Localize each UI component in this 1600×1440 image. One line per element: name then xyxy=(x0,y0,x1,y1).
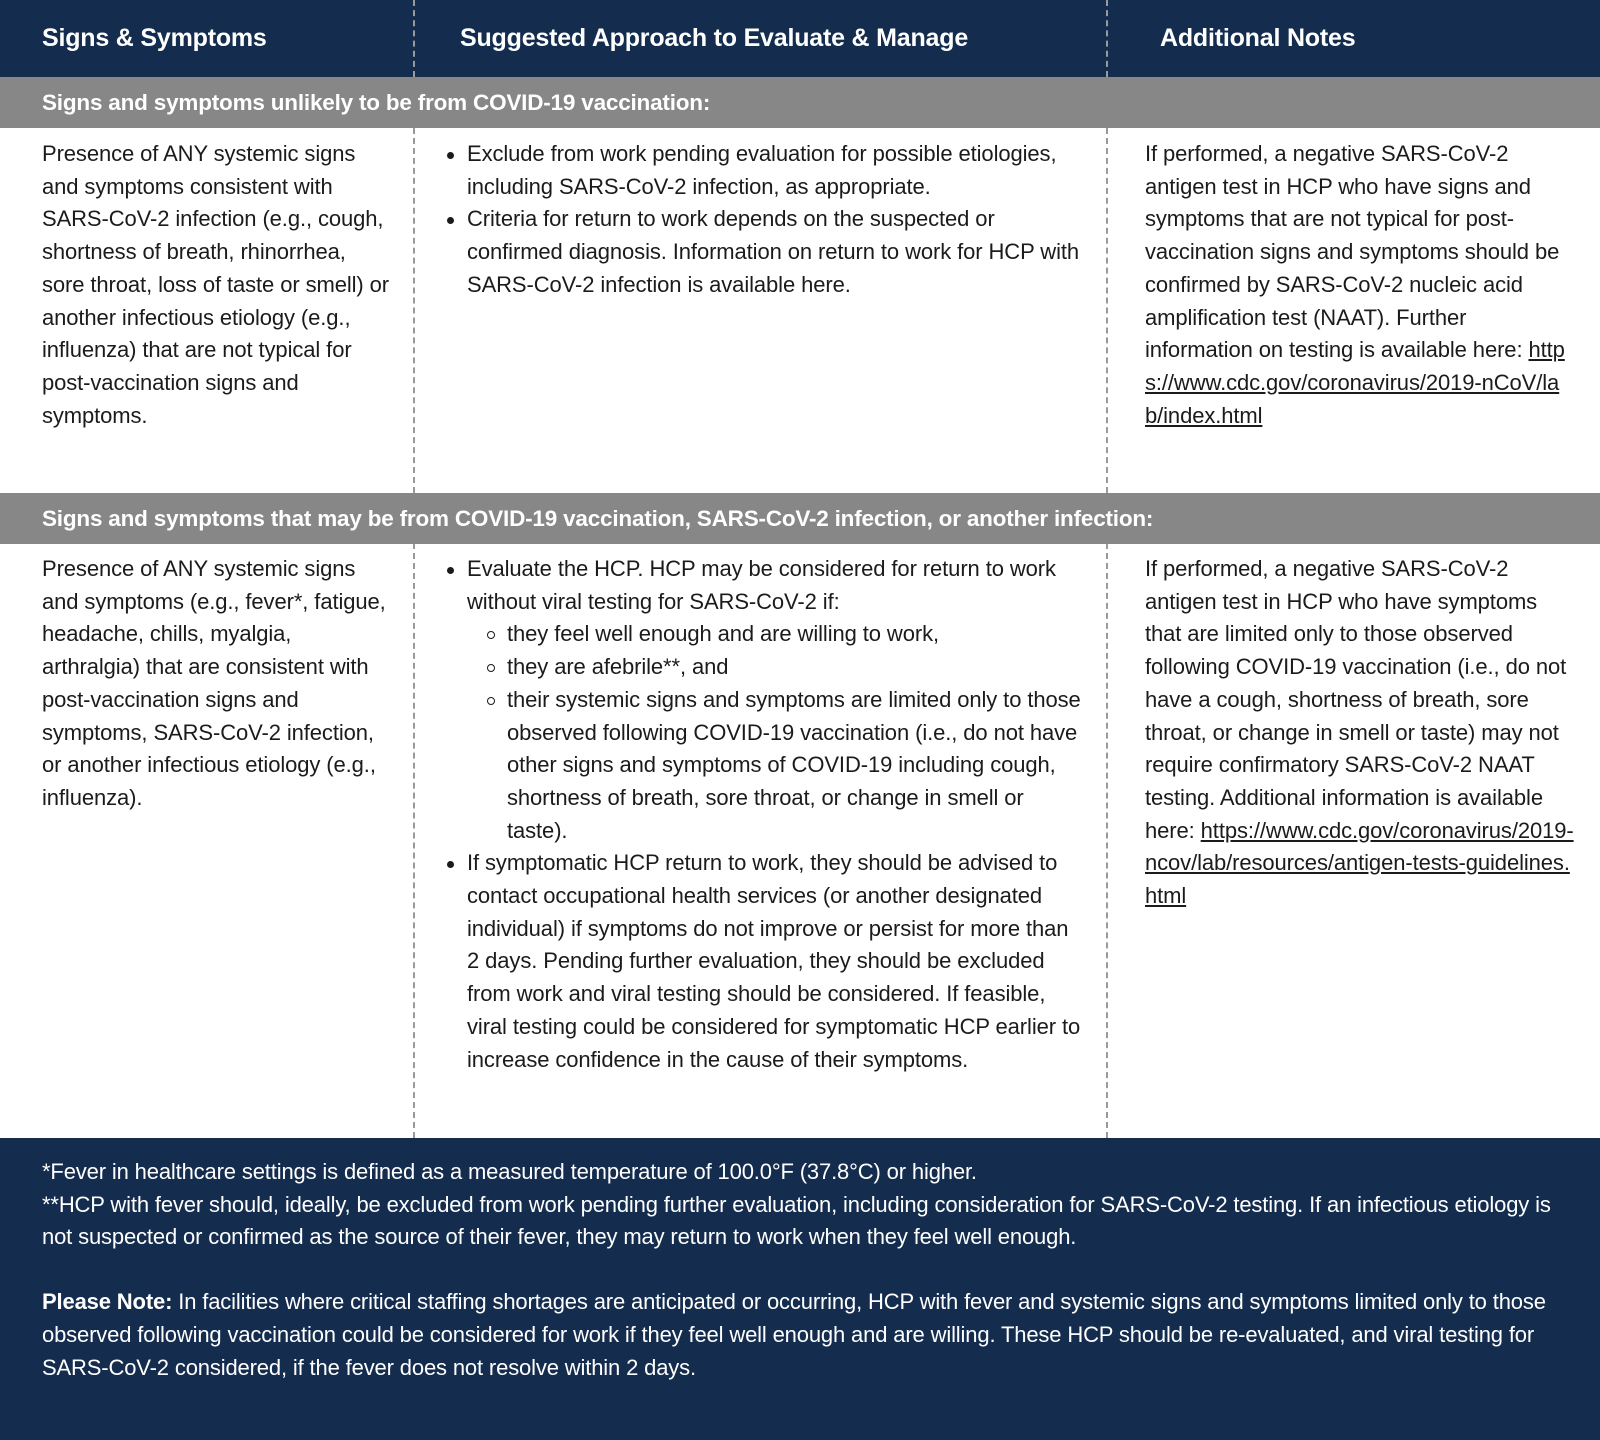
signs-cell: Presence of ANY systemic signs and symptoms consistent with SARS-CoV-2 infection (e.g., cough, shortness of breath, rhinorrhea, sore throat, loss of taste or smell) or another infectious etiology (e.g., influenza) that are not typical for post-vaccination signs and symptoms. xyxy=(42,141,390,428)
sub-list-item: they feel well enough and are willing to work, xyxy=(467,618,1086,651)
approach-cell xyxy=(446,553,1086,1076)
column-divider xyxy=(413,0,415,77)
list-item: Exclude from work pending evaluation for possible etiologies, including SARS-CoV-2 infection, as appropriate. xyxy=(446,138,1086,203)
notes-cell xyxy=(1145,553,1575,913)
approach-cell xyxy=(446,138,1086,302)
list-item-text: Evaluate the HCP. HCP may be considered for return to work without viral testing for SARS-CoV-2 if: xyxy=(467,556,1056,614)
notes-text: If performed, a negative SARS-CoV-2 antigen test in HCP who have symptoms that are limited only to those observed following COVID-19 vaccination (i.e., do not have a cough, shortness of breath, sore throat, or change in smell or taste) may not require confirmatory SARS-CoV-2 NAAT testing. Additional information is available here: xyxy=(1145,556,1567,843)
table-header xyxy=(0,0,1600,77)
footnote-fever-definition: *Fever in healthcare settings is defined as a measured temperature of 100.0°F (37.8°C) or higher. xyxy=(42,1159,977,1184)
approach-list xyxy=(446,138,1086,302)
please-note xyxy=(42,1286,1572,1384)
column-header-signs-symptoms: Signs & Symptoms xyxy=(42,24,267,52)
table-row xyxy=(0,543,1600,1138)
list-item: If symptomatic HCP return to work, they should be advised to contact occupational health services (or another designated individual) if symptoms do not improve or persist for more than 2 days. Pending further evaluation, they should be excluded from work and viral testing should be considered. If feasible, viral testing could be considered for symptomatic HCP earlier to increase confidence in the cause of their symptoms. xyxy=(446,847,1086,1076)
list-item: Criteria for return to work depends on the suspected or confirmed diagnosis. Information on return to work for HCP with SARS-CoV-2 infection is available here. xyxy=(446,203,1086,301)
table-row xyxy=(0,128,1600,493)
antigen-guidelines-link[interactable]: https://www.cdc.gov/coronavirus/2019-ncov/lab/resources/antigen-tests-guidelines.html xyxy=(1145,817,1574,909)
column-header-additional-notes: Additional Notes xyxy=(1160,24,1356,52)
please-note-label: Please Note: xyxy=(42,1289,173,1315)
column-header-suggested-approach: Suggested Approach to Evaluate & Manage xyxy=(460,24,969,52)
list-item xyxy=(446,553,1086,847)
testing-info-link[interactable]: https://www.cdc.gov/coronavirus/2019-nCoV/lab/index.html xyxy=(1145,337,1565,428)
notes-text: If performed, a negative SARS-CoV-2 antigen test in HCP who have signs and symptoms that are not typical for post-vaccination signs and symptoms should be confirmed by SARS-CoV-2 nucleic acid amplification test (NAAT). Further information on testing is available here: xyxy=(1145,141,1560,363)
sub-list-item: their systemic signs and symptoms are limited only to those observed following COVID-19 vaccination (i.e., do not have other signs and symptoms of COVID-19 including cough, shortness of breath, sore throat, or change in smell or taste). xyxy=(467,684,1086,848)
signs-cell: Presence of ANY systemic signs and symptoms (e.g., fever*, fatigue, headache, chills, myalgia, arthralgia) that are consistent with post-vaccination signs and symptoms, SARS-CoV-2 infection, or another infectious etiology (e.g., influenza). xyxy=(42,556,386,810)
notes-cell xyxy=(1145,138,1575,432)
please-note-text: In facilities where critical staffing shortages are anticipated or occurring, HCP with fever and systemic signs and symptoms limited only to those observed following vaccination could be considered for work if they feel well enough and are willing. These HCP should be re-evaluated, and viral testing for SARS-CoV-2 considered, if the fever does not resolve within 2 days. xyxy=(42,1289,1546,1380)
footnotes xyxy=(0,1138,1600,1440)
approach-list xyxy=(446,553,1086,1076)
section-title: Signs and symptoms unlikely to be from COVID-19 vaccination: xyxy=(42,90,711,115)
sub-list-item: they are afebrile**, and xyxy=(467,651,1086,684)
footnotes-text xyxy=(42,1156,1572,1384)
column-divider xyxy=(1106,0,1108,77)
sub-list xyxy=(467,618,1086,847)
footnote-afebrile: **HCP with fever should, ideally, be excluded from work pending further evaluation, including consideration for SARS-CoV-2 testing. If an infectious etiology is not suspected or confirmed as the source of their fever, they may return to work when they feel well enough. xyxy=(42,1191,1551,1250)
section-band-unlikely xyxy=(0,77,1600,128)
section-band-may-be-vaccination xyxy=(0,493,1600,544)
section-title: Signs and symptoms that may be from COVID-19 vaccination, SARS-CoV-2 infection, or another infection: xyxy=(42,506,1154,531)
spacer xyxy=(42,1254,1572,1286)
